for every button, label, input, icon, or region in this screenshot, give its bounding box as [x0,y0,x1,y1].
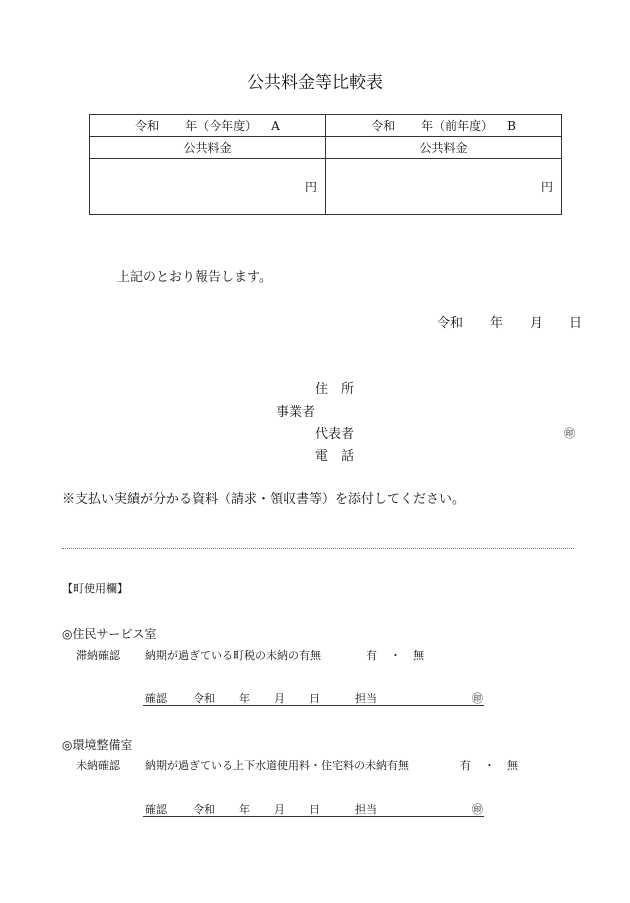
residents-confirm-underline [143,705,484,706]
address-label: 住 所 [315,382,355,397]
business-label: 事業者 [276,405,316,420]
date-month: 月 [530,316,544,331]
col-b-era: 令和 [371,119,396,133]
col-a-unit: 円 [304,180,317,194]
environment-question: 納期が過ぎている上下水道使用料・住宅料の未納有無 [145,759,409,772]
residents-confirm-person: 担当 [355,692,377,705]
col-b-amount-cell[interactable] [326,159,562,215]
col-b-fee-label: 公共料金 [326,137,562,159]
environment-no[interactable]: 無 [507,759,518,772]
residents-no[interactable]: 無 [413,649,424,662]
residents-dept: ◎住民サービス室 [62,627,157,641]
residents-yes[interactable]: 有 [366,649,377,662]
attachment-note: ※支払い実績が分かる資料（請求・領収書等）を添付してください。 [62,492,466,507]
environment-check-label: 未納確認 [76,759,120,772]
col-a-era: 令和 [135,119,160,133]
date-era: 令和 [437,316,464,331]
residents-confirm-era: 令和 [193,692,215,705]
environment-dept: ◎環境整備室 [62,738,133,752]
environment-confirm-day: 日 [309,803,320,816]
environment-confirm-underline [143,816,484,817]
environment-confirm-year: 年 [239,803,250,816]
environment-confirm-era: 令和 [193,803,215,816]
col-b-letter: B [507,119,516,133]
residents-confirm-month: 月 [274,692,285,705]
environment-confirm-person: 担当 [355,803,377,816]
residents-check-label: 滞納確認 [76,649,120,662]
residents-confirm-seal: ㊞ [472,692,483,705]
col-b-header [326,115,562,137]
dotted-divider [62,548,574,549]
environment-confirm-seal: ㊞ [472,803,483,816]
col-a-fee-label: 公共料金 [90,137,326,159]
col-a-letter: A [271,119,280,133]
residents-confirm-year: 年 [239,692,250,705]
environment-dot: ・ [484,759,495,772]
page-title: 公共料金等比較表 [247,73,383,93]
col-a-amount-cell[interactable] [90,159,326,215]
col-b-year-label: 年（前年度） [421,119,494,133]
seal-mark: ㊞ [564,427,575,440]
residents-confirm-label: 確認 [145,692,167,705]
residents-confirm-day: 日 [309,692,320,705]
date-day: 日 [569,316,583,331]
col-a-header [90,115,326,137]
phone-label: 電 話 [315,449,355,464]
col-a-year-label: 年（今年度） [185,119,258,133]
environment-confirm-month: 月 [274,803,285,816]
residents-dot: ・ [390,649,401,662]
town-section-header: 【町使用欄】 [62,582,128,595]
environment-yes[interactable]: 有 [460,759,471,772]
date-year: 年 [490,316,504,331]
col-b-unit: 円 [540,180,553,194]
report-text: 上記のとおり報告します。 [117,270,272,285]
representative-label: 代表者 [315,427,355,442]
environment-confirm-label: 確認 [145,803,167,816]
residents-question: 納期が過ぎている町税の未納の有無 [145,649,321,662]
comparison-table [89,114,562,215]
